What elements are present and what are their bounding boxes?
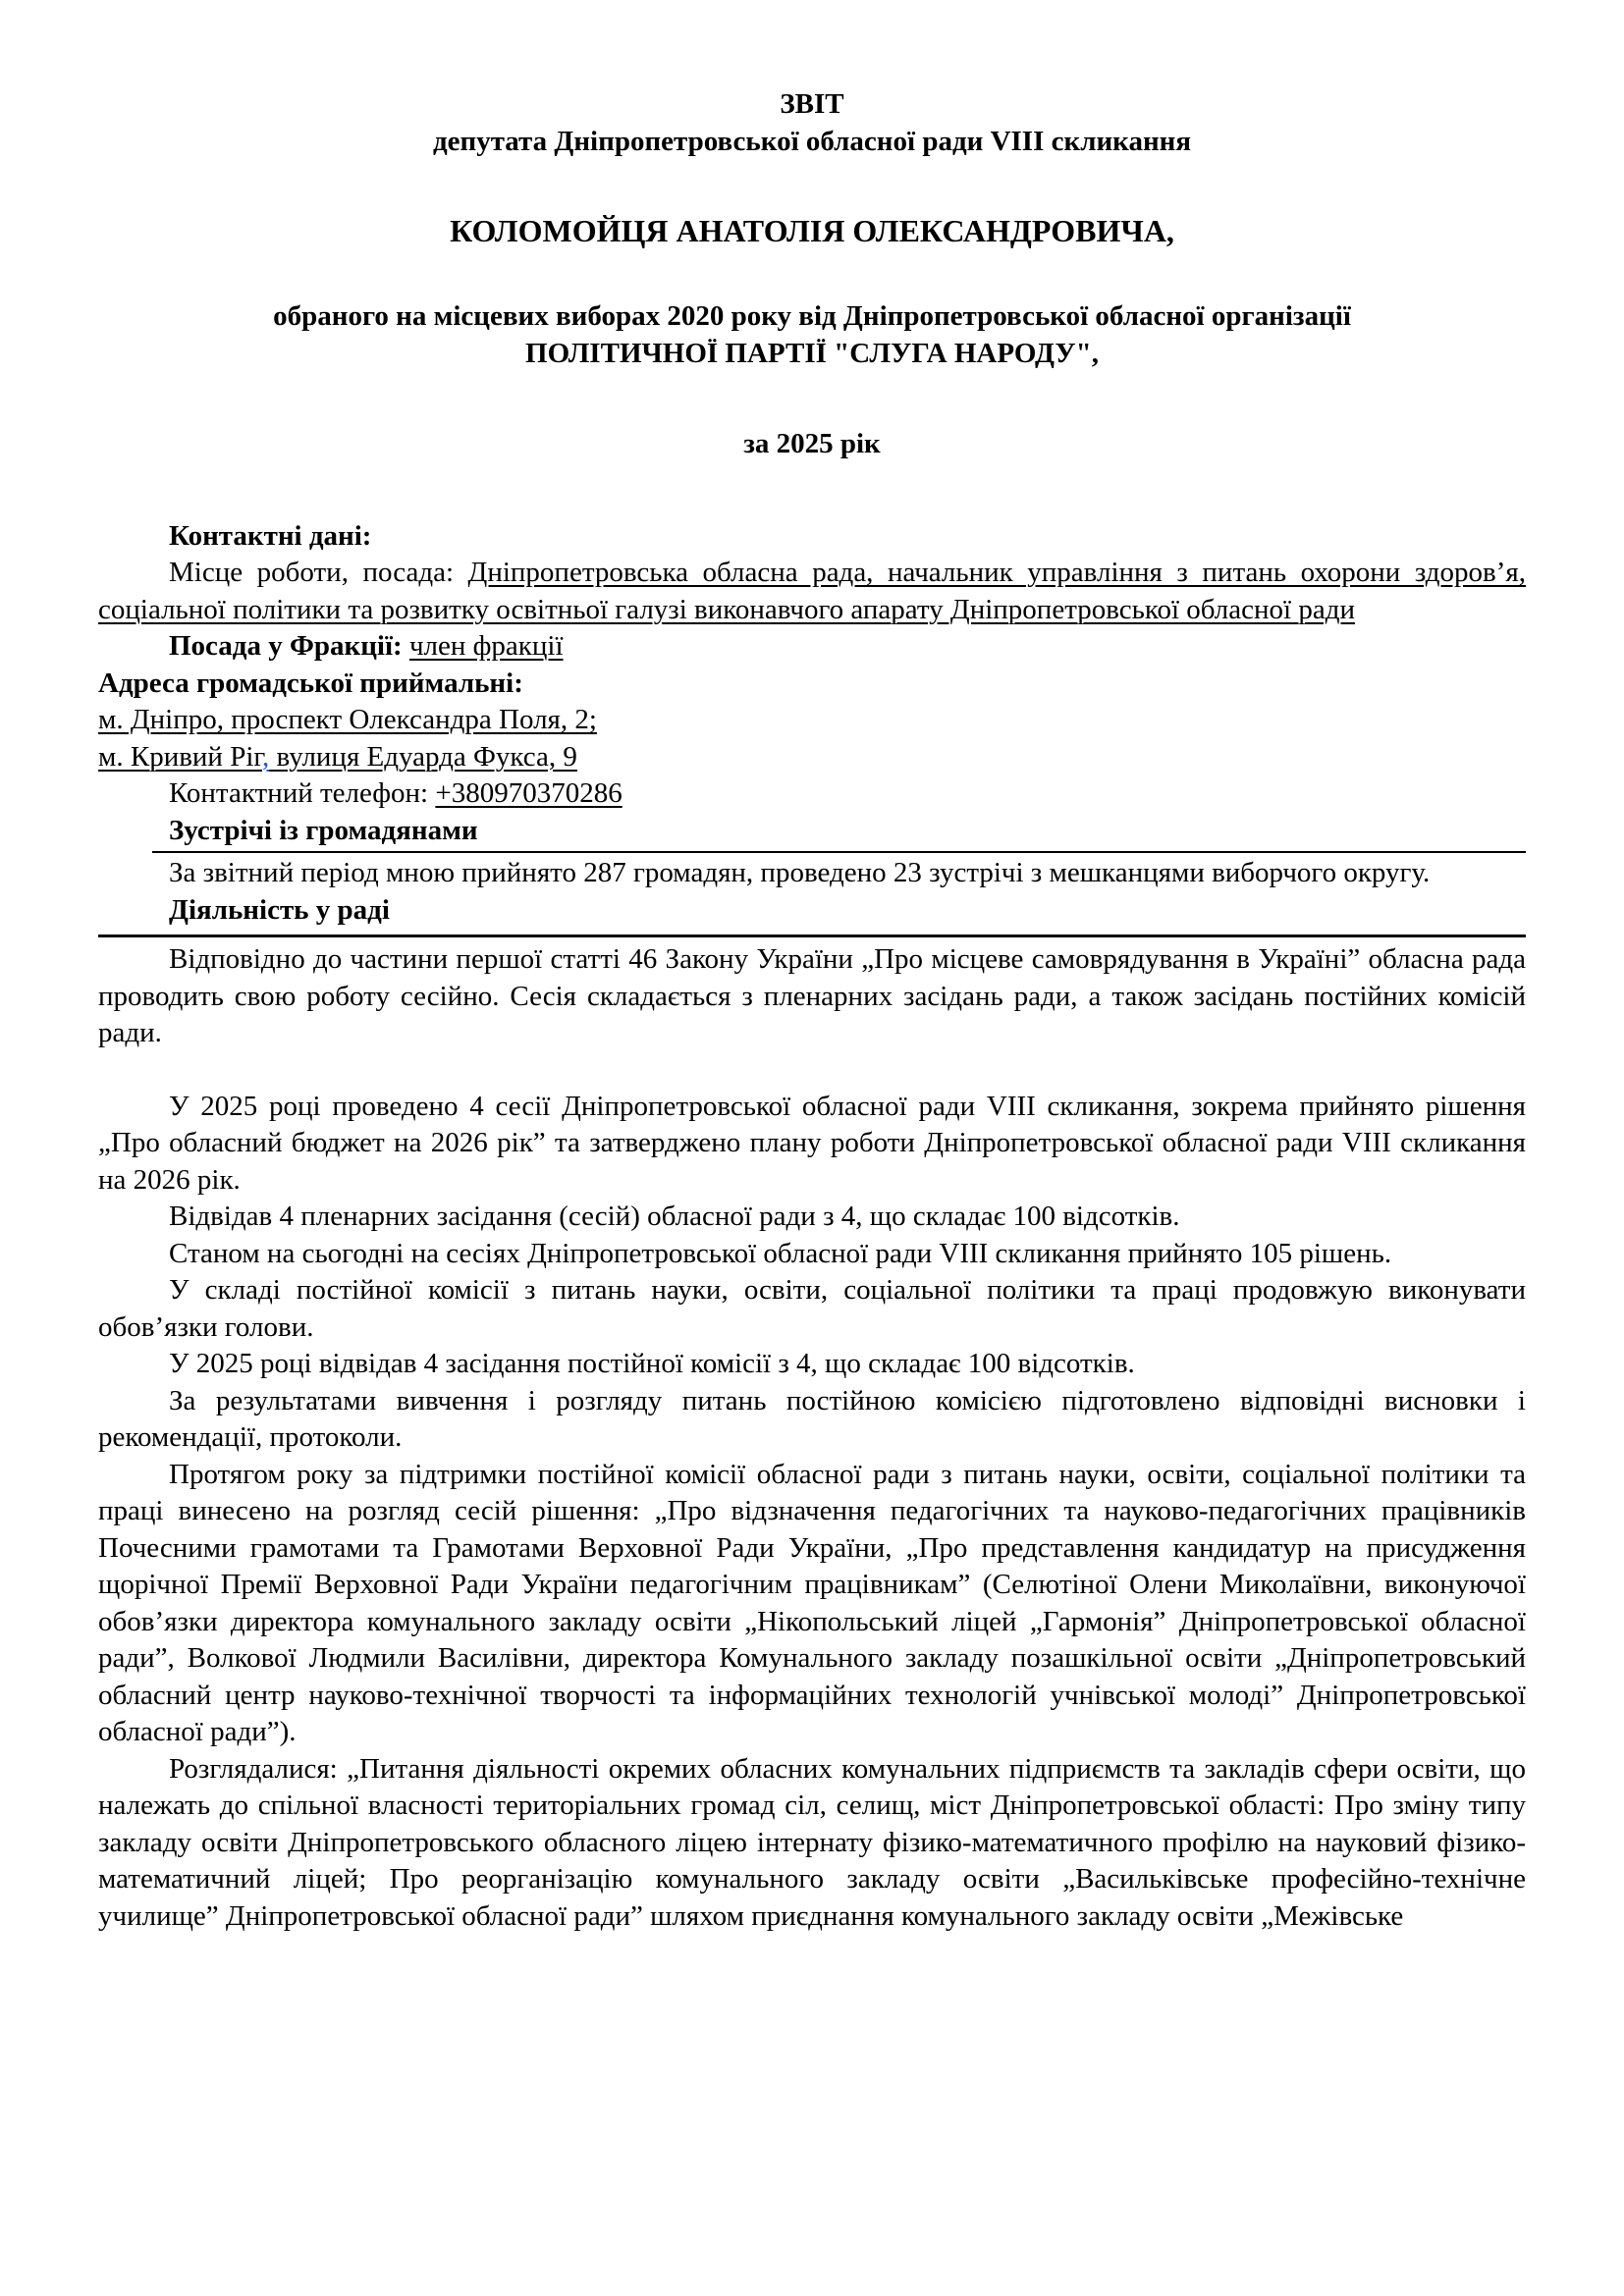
address-1-text: м. Дніпро, проспект Олександра Поля, 2; (98, 704, 597, 735)
council-heading: Діяльність у раді (169, 893, 390, 926)
report-paragraph: У складі постійної комісії з питань науки, освіти, соціальної політики та праці продовжую виконувати обов’язки голови. (98, 1274, 1526, 1343)
spacer (98, 160, 1526, 209)
address-city: м. Кривий Ріг (98, 740, 263, 773)
phone-value: +380970370286 (435, 777, 623, 809)
report-paragraph: Станом на сьогодні на сесіях Дніпропетровської обласної ради VIII скликання прийнято 105 рішень. (169, 1237, 1392, 1269)
workplace-paragraph (98, 555, 1526, 628)
report-paragraph: Розглядалися: „Питання діяльності окремих обласних комунальних підприємств та закладів сфери освіти, що належать до спільної власності територіальних громад сіл, селищ, міст Дніпропетровської області: Про зміну типу закладу освіти Дніпропетровського обласного ліцею інтернату фізико-математичного профілю на науковий фізико-математичний ліцей; Про реорганізацію комунального закладу освіти „Васильківське професійно-технічне училище” Дніпропетровської обласної ради” шляхом приєднання комунального закладу освіти „Межівське (98, 1752, 1526, 1932)
phone-line (98, 775, 1526, 813)
faction-value: член фракції (408, 630, 564, 662)
address-street: вулиця Едуарда Фукса, 9 (269, 740, 577, 773)
council-heading-rule (98, 892, 1526, 938)
report-paragraph: Протягом року за підтримки постійної комісії обласної ради з питань науки, освіти, соціальної політики та праці винесено на розгляд сесій рішення: „Про відзначення педагогічних та науково-педагогічних працівників Почесними грамотами та Грамотами Верховної Ради України, „Про представлення кандидатур на присудження щорічної Премії Верховної Ради України педагогічним працівникам” (Селютіної Олени Миколаївни, виконуючої обов’язки директора комунального закладу освіти „Нікопольський ліцей „Гармонія” Дніпропетровської обласної ради”, Волкової Людмили Василівни, директора Комунального закладу позашкільної освіти „Дніпропетровський обласний центр науково-технічної творчості та інформаційних технологій учнівської молоді” Дніпропетровської обласної ради”). (98, 1458, 1526, 1747)
faction-label: Посада у Фракції: (169, 630, 403, 662)
spacer (98, 1052, 1526, 1089)
report-title: ЗВІТ (780, 88, 844, 120)
elected-line-2: ПОЛІТИЧНОЇ ПАРТІЇ "СЛУГА НАРОДУ", (525, 337, 1099, 369)
spacer (98, 372, 1526, 426)
faction-line (98, 628, 1526, 666)
elected-line-1: обраного на місцевих виборах 2020 року від Дніпропетровської обласної організації (273, 300, 1351, 332)
report-period: за 2025 рік (743, 428, 881, 459)
report-paragraph: У 2025 році відвідав 4 засідання постійної комісії з 4, що складає 100 відсотків. (169, 1348, 1135, 1379)
report-subtitle: депутата Дніпропетровської обласної ради VIII скликання (432, 125, 1192, 157)
contacts-heading: Контактні дані: (169, 519, 372, 552)
spacer (98, 463, 1526, 518)
meetings-paragraph: За звітний період мною прийнято 287 громадян, проведено 23 зустрічі з мешканцями виборчого округу. (169, 857, 1431, 888)
deputy-name: КОЛОМОЙЦЯ АНАТОЛІЯ ОЛЕКСАНДРОВИЧА, (450, 213, 1174, 248)
address-line-2 (98, 739, 1526, 776)
report-paragraph: За результатами вивчення і розгляду питань постійною комісією підготовлено відповідні висновки і рекомендації, протоколи. (98, 1384, 1526, 1453)
meetings-heading: Зустрічі із громадянами (169, 814, 478, 846)
report-paragraph: У 2025 році проведено 4 сесії Дніпропетровської обласної ради VIII скликання, зокрема прийнято рішення „Про обласний бюджет на 2026 рік” та затверджено плану роботи Дніпропетровської обласної ради VIII скликання на 2026 рік. (98, 1090, 1526, 1196)
workplace-value: Дніпропетровська обласна рада, начальник управління з питань охорони здоров’я, соціальної політики та розвитку освітньої галузі виконавчого апарату Дніпропетровської обласної ради (98, 557, 1526, 625)
workplace-label: Місце роботи, посада: (169, 557, 468, 588)
report-paragraph: Відвідав 4 пленарних засідання (сесій) обласної ради з 4, що складає 100 відсотків. (169, 1201, 1180, 1232)
meetings-heading-rule (152, 813, 1526, 854)
spacer (98, 253, 1526, 298)
address-comma: , (262, 740, 270, 773)
reception-heading: Адреса громадської приймальні: (98, 667, 523, 699)
address-line-1 (98, 702, 1526, 739)
report-paragraph: Відповідно до частини першої статті 46 Закону України „Про місцеве самоврядування в Україні” обласна рада проводить свою роботу сесійно. Сесія складається з пленарних засідань ради, а також засідань постійних комісій ради. (98, 943, 1526, 1048)
phone-label: Контактний телефон: (169, 777, 436, 809)
